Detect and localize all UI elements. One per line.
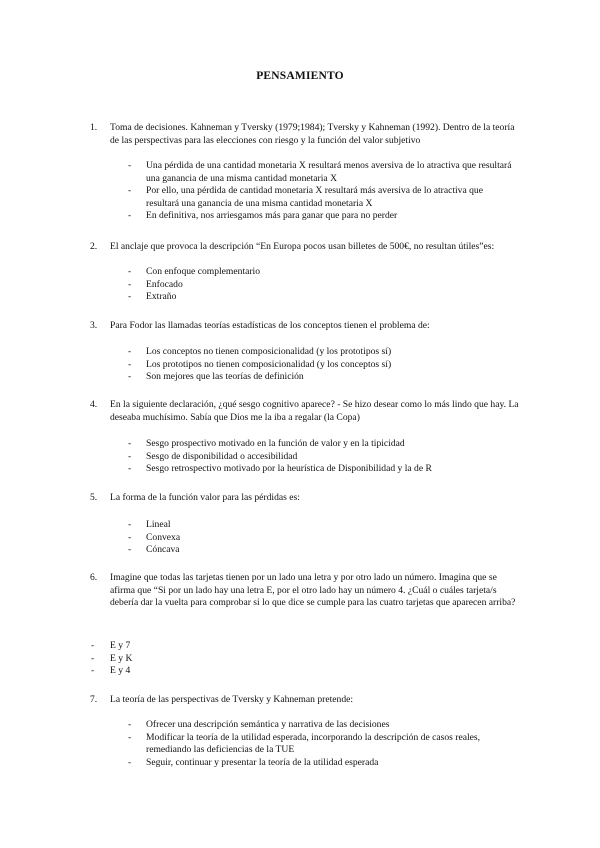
list-item <box>0 371 600 384</box>
options-list <box>0 266 600 304</box>
bullet: - <box>128 210 132 221</box>
list-item <box>0 653 600 666</box>
question-stem: Toma de decisiones. Kahneman y Tversky (1979;1984); Tversky y Kahneman (1992). Dentro de la teoría de las perspectivas para las elecciones con riesgo y la función del valor subjetivo <box>110 122 515 146</box>
list-item <box>0 346 600 359</box>
question-number: 3. <box>90 320 98 331</box>
bullet: - <box>128 450 132 462</box>
question-number: 6. <box>90 572 98 583</box>
question-stem: Para Fodor las llamadas teorías estadísticas de los conceptos tienen el problema de: <box>110 320 430 331</box>
list-item <box>0 665 600 678</box>
bullet: - <box>128 463 132 474</box>
page-title: PENSAMIENTO <box>256 70 344 82</box>
bullet: - <box>91 640 95 651</box>
list-item <box>0 463 600 476</box>
question-stem: La forma de la función valor para las pérdidas es: <box>110 492 300 503</box>
question-stem: El anclaje que provoca la descripción “En Europa pocos usan billetes de 500€, no resultan útiles”es: <box>110 241 495 252</box>
option-text: Con enfoque complementario <box>146 266 261 277</box>
options-list <box>0 346 600 384</box>
bullet: - <box>128 719 132 730</box>
list-item <box>0 732 600 757</box>
question-number: 4. <box>90 399 98 410</box>
option-text: Convexa <box>146 531 181 543</box>
bullet: - <box>128 160 132 171</box>
question-stem: En la siguiente declaración, ¿qué sesgo cognitivo aparece? - Se hizo desear como lo más lindo que hay. La deseaba muchísimo. Sabía que Dios me la iba a regalar (la Copa) <box>110 399 519 423</box>
list-item <box>0 160 600 185</box>
bullet: - <box>128 346 132 357</box>
list-item <box>0 544 600 557</box>
bullet: - <box>128 531 132 543</box>
option-text: Sesgo prospectivo motivado en la función de valor y en la tipicidad <box>146 438 405 449</box>
option-text: E y 4 <box>110 665 131 676</box>
option-text: E y K <box>110 652 133 664</box>
list-item <box>0 757 600 770</box>
list-item <box>0 279 600 292</box>
bullet: - <box>128 756 132 768</box>
option-text: E y 7 <box>110 640 131 651</box>
bullet: - <box>128 438 132 449</box>
list-item <box>0 519 600 532</box>
question-stem: Imagine que todas las tarjetas tienen por un lado una letra y por otro lado un número. Imagina que se afirma que “Si por un lado hay una letra E, por el otro lado hay un número 4. ¿Cuál o cuáles tarjeta/s debería dar la vuelta para comprobar si lo que dice se cumple para las cuatro tarjetas que aparecen arriba? <box>110 572 516 608</box>
option-text: Son mejores que las teorías de definición <box>146 371 304 382</box>
list-item <box>0 640 600 653</box>
bullet: - <box>128 358 132 370</box>
bullet: - <box>128 291 132 302</box>
bullet: - <box>128 544 132 555</box>
option-text: Cóncava <box>146 544 180 555</box>
list-item <box>0 291 600 304</box>
option-text: Modificar la teoría de la utilidad esperada, incorporando la descripción de casos reales, remediando las deficiencias de la TUE <box>146 731 481 755</box>
question-number: 1. <box>90 122 98 133</box>
option-text: Sesgo de disponibilidad o accesibilidad <box>146 450 298 462</box>
list-item <box>0 532 600 545</box>
option-text: Lineal <box>146 519 171 530</box>
list-item <box>0 266 600 279</box>
list-item <box>0 185 600 210</box>
option-text: Por ello, una pérdida de cantidad monetaria X resultará más aversiva de lo atractiva que resultará una ganancia de una misma cantidad monetaria X <box>146 185 483 209</box>
option-text: Los prototipos no tienen composicionalidad (y los conceptos sí) <box>146 358 392 370</box>
options-list <box>0 719 600 769</box>
list-item <box>0 451 600 464</box>
question-stem: La teoría de las perspectivas de Tversky y Kahneman pretende: <box>110 694 354 705</box>
option-text: Los conceptos no tienen composicionalidad (y los prototipos sí) <box>146 346 392 357</box>
options-list <box>0 519 600 557</box>
question-number: 5. <box>90 492 98 503</box>
question-number: 7. <box>90 694 98 705</box>
bullet: - <box>128 185 132 196</box>
bullet: - <box>128 519 132 530</box>
option-text: Una pérdida de una cantidad monetaria X resultará menos aversiva de lo atractiva que resultará una ganancia de una misma cantidad monetaria X <box>146 160 512 184</box>
option-text: Seguir, continuar y presentar la teoría de la utilidad esperada <box>146 756 379 768</box>
list-item <box>0 438 600 451</box>
option-text: Sesgo retrospectivo motivado por la heurística de Disponibilidad y la de R <box>146 463 432 474</box>
bullet: - <box>128 266 132 277</box>
option-text: Ofrecer una descripción semántica y narrativa de las decisiones <box>146 719 390 730</box>
list-item <box>0 210 600 223</box>
options-list <box>0 640 600 678</box>
option-text: Extraño <box>146 291 177 302</box>
bullet: - <box>128 371 132 382</box>
list-item <box>0 359 600 372</box>
bullet: - <box>91 652 95 664</box>
option-text: Enfocado <box>146 278 183 290</box>
options-list <box>0 438 600 476</box>
option-text: En definitiva, nos arriesgamos más para ganar que para no perder <box>146 210 398 221</box>
bullet: - <box>128 731 132 743</box>
bullet: - <box>128 278 132 290</box>
bullet: - <box>91 665 95 676</box>
question-number: 2. <box>90 241 98 252</box>
list-item <box>0 719 600 732</box>
options-list <box>0 160 600 223</box>
